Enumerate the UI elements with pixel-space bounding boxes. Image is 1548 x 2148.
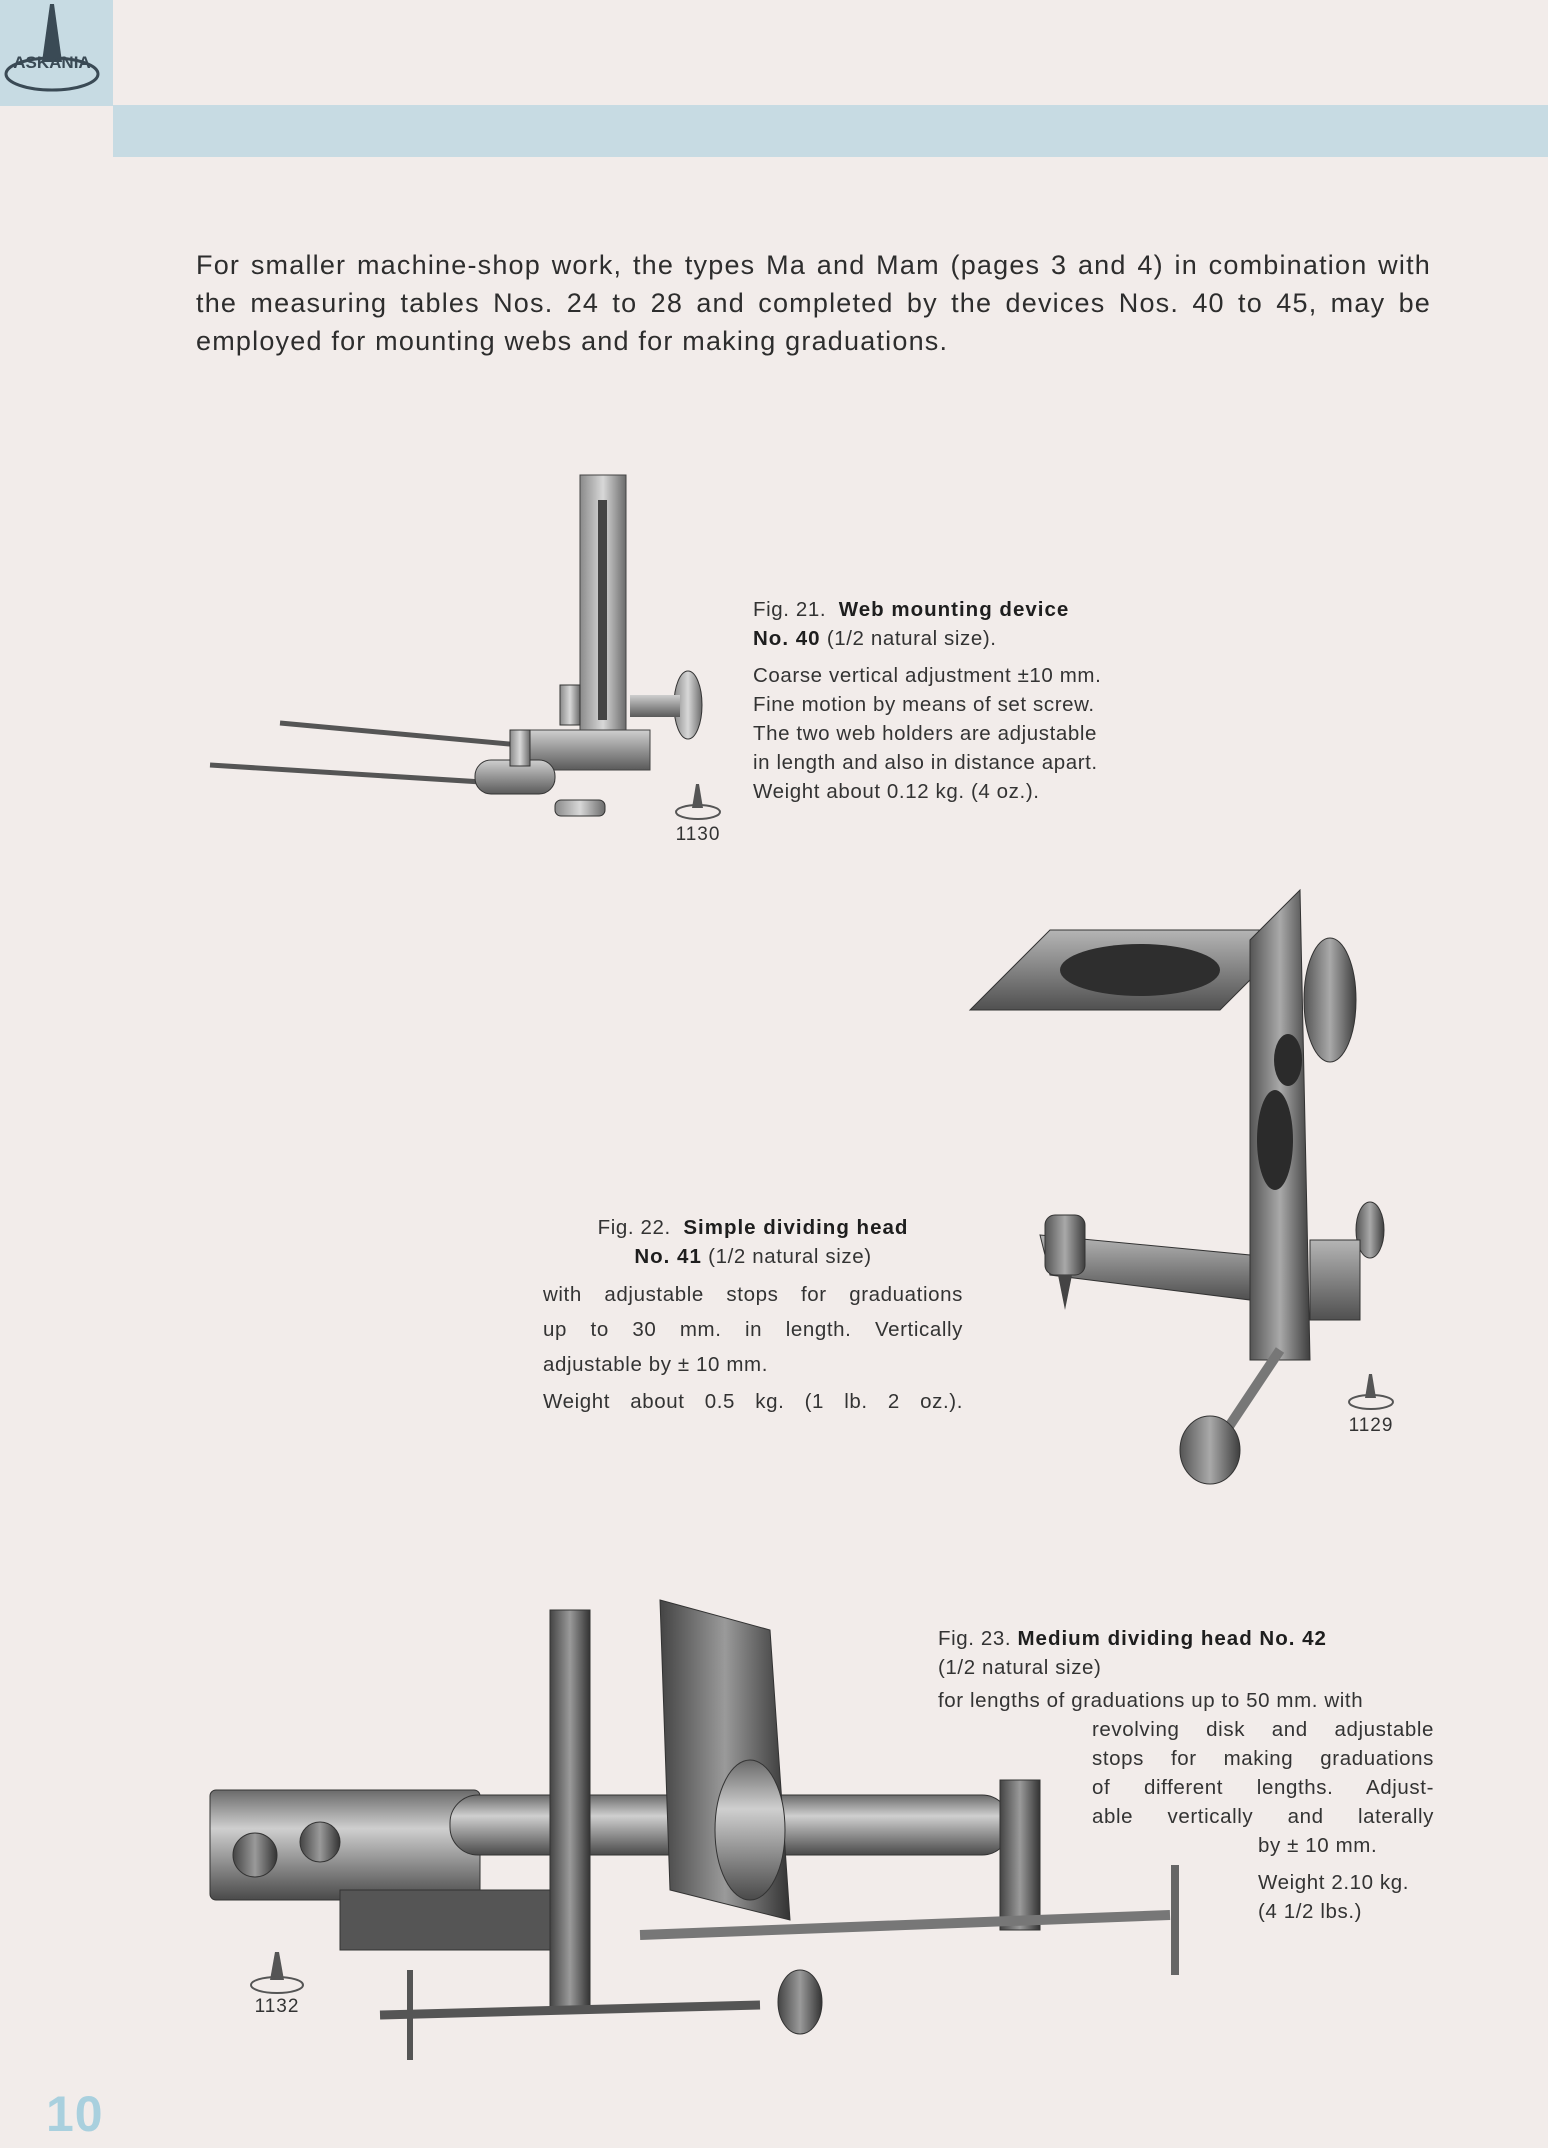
- photo-number: 1130: [675, 824, 721, 845]
- caption-line: up to 30 mm. in length. Vertically: [543, 1318, 963, 1341]
- askania-mark-icon: [672, 782, 724, 822]
- askania-mark-icon: [246, 1950, 308, 1994]
- header-band: [113, 105, 1548, 157]
- web-mounting-device-photo: [210, 470, 730, 850]
- fig-number: No. 41: [634, 1245, 702, 1268]
- caption-weight: Weight about 0.5 kg. (1 lb. 2 oz.).: [543, 1390, 963, 1413]
- page-number: 10: [46, 2086, 104, 2142]
- logo-text: ASKANIA: [13, 53, 91, 72]
- fig-scale: (1/2 natural size).: [826, 627, 997, 650]
- caption-line: for lengths of graduations up to 50 mm. with: [938, 1689, 1364, 1712]
- fig-title: Web mounting device: [838, 598, 1070, 621]
- caption-line: Coarse vertical adjustment ±10 mm.: [753, 664, 1102, 687]
- caption-line: of different lengths. Adjust-: [1092, 1776, 1434, 1799]
- caption-line: The two web holders are adjustable: [753, 722, 1098, 745]
- intro-paragraph: For smaller machine-shop work, the types Ma and Mam (pages 3 and 4) in combination with the measuring tables Nos. 24 to 28 and completed by the devices Nos. 40 to 45, may be employed for mounting webs and for making graduations.: [196, 250, 1431, 356]
- fig-number: No. 40: [753, 627, 821, 650]
- caption-weight: Weight 2.10 kg.: [1258, 1871, 1410, 1894]
- fig-label: Fig. 21.: [753, 598, 827, 621]
- logo-box: [0, 0, 113, 106]
- caption-line: revolving disk and adjustable: [1092, 1718, 1434, 1741]
- caption-weight: (4 1/2 lbs.): [1258, 1900, 1363, 1923]
- photo-number: 1132: [254, 1996, 300, 2017]
- caption-line: able vertically and laterally: [1092, 1805, 1434, 1828]
- caption-line: Weight about 0.12 kg. (4 oz.).: [753, 780, 1040, 803]
- fig-label: Fig. 23.: [938, 1627, 1012, 1650]
- caption-line: Fine motion by means of set screw.: [753, 693, 1095, 716]
- caption-line: by ± 10 mm.: [1258, 1834, 1378, 1857]
- askania-mark-icon: [1345, 1372, 1397, 1412]
- caption-line: adjustable by ± 10 mm.: [543, 1353, 768, 1376]
- caption-line: with adjustable stops for graduations: [543, 1283, 963, 1306]
- figure-23-caption: [938, 1624, 1434, 1926]
- fig-title: Medium dividing head No. 42: [1017, 1627, 1327, 1650]
- figure-21-caption: [753, 595, 1173, 806]
- photo-number: 1129: [1348, 1415, 1394, 1436]
- fig-scale: (1/2 natural size): [938, 1656, 1102, 1679]
- fig-title: Simple dividing head: [683, 1216, 909, 1239]
- caption-line: in length and also in distance apart.: [753, 751, 1098, 774]
- figure-22-caption: [543, 1213, 963, 1422]
- askania-logo: [0, 0, 113, 106]
- caption-line: stops for making graduations: [1092, 1747, 1434, 1770]
- fig-scale: (1/2 natural size): [708, 1245, 872, 1268]
- fig-label: Fig. 22.: [597, 1216, 671, 1239]
